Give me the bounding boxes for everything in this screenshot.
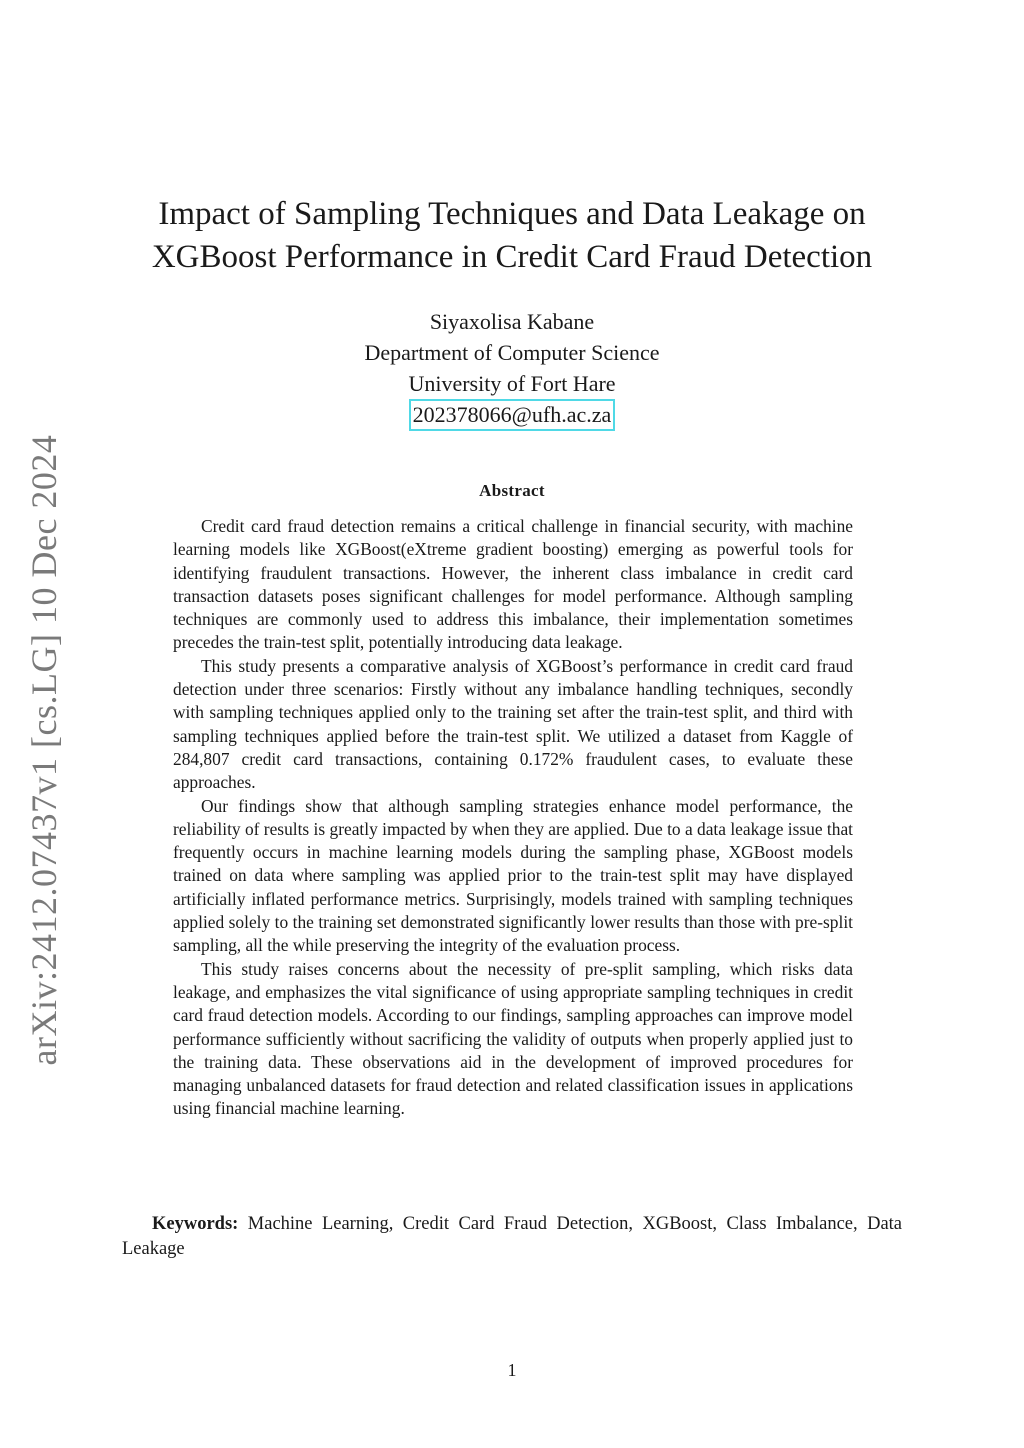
keywords <box>122 1212 902 1261</box>
arxiv-identifier: arXiv:2412.07437v1 [cs.LG] 10 Dec 2024 <box>24 434 64 1066</box>
abstract-heading: Abstract <box>479 481 545 500</box>
paper-title-line-2: XGBoost Performance in Credit Card Fraud Detection <box>151 239 873 275</box>
author-university: University of Fort Hare <box>408 371 616 396</box>
author-email-link[interactable]: 202378066@ufh.ac.za <box>409 399 616 431</box>
abstract-paragraph: This study raises concerns about the necessity of pre-split sampling, which risks data leakage, and emphasizes the vital significance of using appropriate sampling techniques in credit card fraud detection models. According to our findings, sampling approaches can improve model performance sufficiently without sacrificing the validity of outputs when properly applied just to the training data. These observations aid in the development of improved procedures for managing unbalanced datasets for fraud detection and related classification issues in applications using financial machine learning. <box>173 958 853 1119</box>
page-number: 1 <box>507 1360 517 1380</box>
keywords-label: Keywords: <box>152 1214 239 1234</box>
author-name: Siyaxolisa Kabane <box>429 309 595 334</box>
author-block <box>200 306 824 431</box>
keywords-text: Machine Learning, Credit Card Fraud Detection, XGBoost, Class Imbalance, Data Leakage <box>122 1214 903 1259</box>
abstract-body <box>173 515 853 1121</box>
abstract-paragraph: This study presents a comparative analysis of XGBoost’s performance in credit card fraud detection under three scenarios: Firstly without any imbalance handling techniques, secondly with sampling techniques applied only to the training set after the train-test split, and third with sampling techniques applied before the train-test split. We utilized a dataset from Kaggle of 284,807 credit card transactions, containing 0.172% fraudulent cases, to evaluate these approaches. <box>173 655 853 793</box>
paper-title <box>100 193 924 279</box>
abstract-paragraph: Our findings show that although sampling strategies enhance model performance, the reliability of results is greatly impacted by when they are applied. Due to a data leakage issue that frequently occurs in machine learning models during the sampling phase, XGBoost models trained on data where sampling was applied prior to the train-test split may have displayed artificially inflated performance metrics. Surprisingly, models trained with sampling techniques applied solely to the training set demonstrated significantly lower results than those with pre-split sampling, all the while preserving the integrity of the evaluation process. <box>173 795 853 956</box>
author-department: Department of Computer Science <box>364 340 660 365</box>
paper-title-line-1: Impact of Sampling Techniques and Data Leakage on <box>158 196 866 232</box>
abstract-paragraph: Credit card fraud detection remains a critical challenge in financial security, with machine learning models like XGBoost(eXtreme gradient boosting) emerging as powerful tools for identifying fraudulent transactions. However, the inherent class imbalance in credit card transaction datasets poses significant challenges for model performance. Although sampling techniques are commonly used to address this imbalance, their implementation sometimes precedes the train-test split, potentially introducing data leakage. <box>173 516 853 653</box>
